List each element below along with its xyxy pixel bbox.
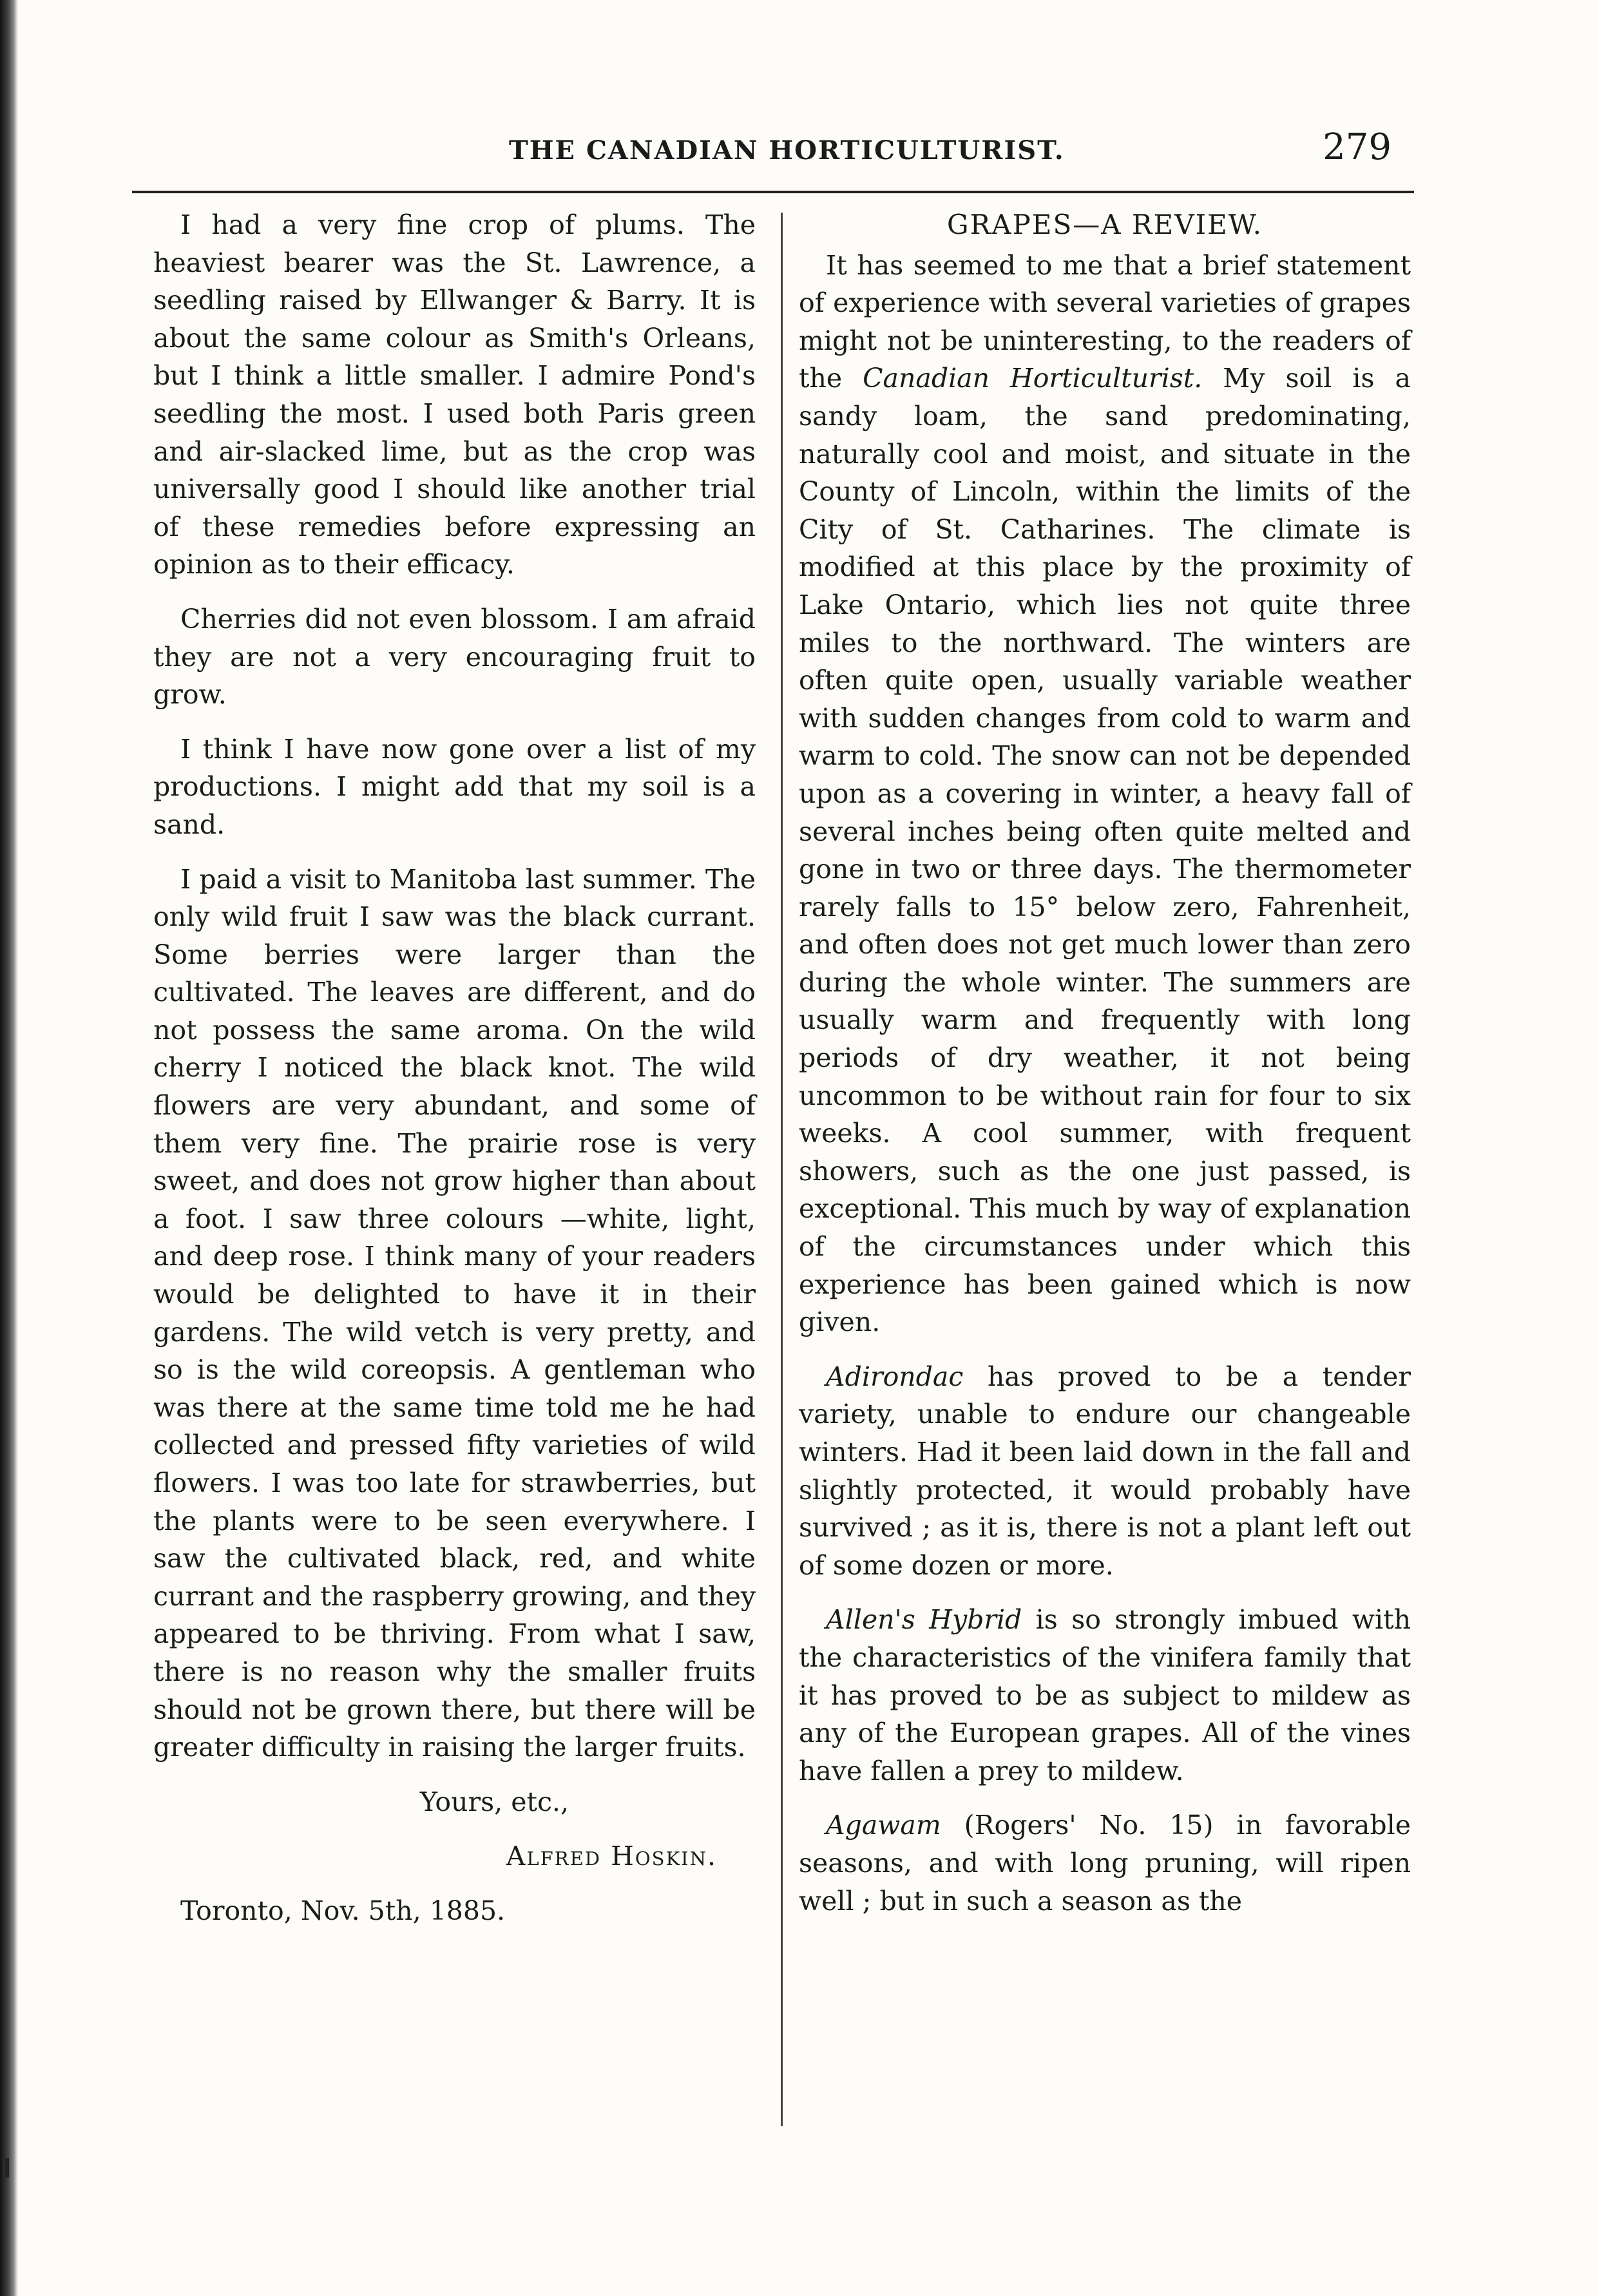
paragraph-allens-hybrid: [799, 1601, 1411, 1790]
article-title: GRAPES—A REVIEW.: [947, 209, 1263, 240]
running-title: THE CANADIAN HORTICULTURIST.: [509, 135, 1065, 166]
column-divider: [781, 213, 783, 2126]
page-binding-edge: [0, 0, 18, 2296]
paragraph-manitoba: I paid a visit to Manitoba last summer. The only wild fruit I saw was the black currant. Some berries were larger than the cultivated. The leaves are different, and do not possess the same aroma. On the wild cherry I noticed the black knot. The wild flowers are very abundant, and some of them very fine. The prairie rose is very sweet, and does not grow higher than about a foot. I saw three colours —white, light, and deep rose. I think many of your readers would be delighted to have it in their gardens. The wild vetch is very pretty, and so is the wild coreopsis. A gentleman who was there at the same time told me he had collected and pressed fifty varieties of wild flowers. I was too late for strawberries, but the plants were to be seen everywhere. I saw the cultivated black, red, and white currant and the raspberry growing, and they appeared to be thriving. From what I saw, there is no reason why the smaller fruits should not be grown there, but there will be greater difficulty in raising the larger fruits.: [153, 863, 756, 1763]
paragraph-agawam: [799, 1806, 1411, 1920]
left-column: [153, 206, 756, 1947]
paragraph-adirondac: [799, 1358, 1411, 1585]
intro-text-start: It has seemed to me that a brief statement of experience with several varieties of grapes might not be uninteresting, to the readers of the: [799, 249, 1411, 394]
variety-name: Adirondac: [826, 1361, 964, 1392]
intro-text-rest: My soil is a sandy loam, the sand predominating, naturally cool and moist, and situate in the County of Lincoln, within the limits of the City of St. Catharines. The climate is modified at this place by the proximity of Lake Ontario, which lies not quite three miles to the northward. The winters are often quite open, usually variable weather with sudden changes from cold to warm and warm to cold. The snow can not be depended upon as a covering in winter, a heavy fall of several inches being often quite melted and gone in two or three days. The thermometer rarely falls to 15° below zero, Fahrenheit, and often does not get much lower than zero during the whole winter. The summers are usually warm and frequently with long periods of dry weather, it not being uncommon to be without rain for four to six weeks. A cool summer, with frequent showers, such as the one just passed, is exceptional. This much by way of explanation of the circumstances under which this experience has been gained which is now given.: [799, 363, 1411, 1338]
variety-name: Agawam: [826, 1810, 941, 1841]
scan-speck: [5, 2158, 9, 2177]
paragraph-productions: I think I have now gone over a list of my productions. I might add that my soil is a sand.: [153, 733, 756, 840]
letter-closing: Yours, etc.,: [419, 1786, 569, 1817]
letter-signature: Alfred Hoskin.: [506, 1841, 717, 1872]
variety-name: Allen's Hybrid: [826, 1604, 1022, 1636]
right-column: [799, 206, 1411, 1937]
paragraph-cherries: Cherries did not even blossom. I am afraid they are not a very encouraging fruit to grow.: [153, 603, 756, 711]
page-number: 279: [1323, 126, 1391, 168]
variety-description: has proved to be a tender variety, unable to endure our changeable winters. Had it been laid down in the fall and slightly protected, it would probably have survived ; as it is, there is not a plant left out of some dozen or more.: [799, 1361, 1411, 1581]
variety-description: is so strongly imbued with the characteristics of the vinifera family that it has proved to be as subject to mildew as any of the European grapes. All of the vines have fallen a prey to mildew.: [799, 1604, 1411, 1786]
letter-dateline: Toronto, Nov. 5th, 1885.: [180, 1895, 506, 1926]
variety-description: (Rogers' No. 15) in favorable seasons, and with long pruning, will ripen well ; but in such a season as the: [799, 1810, 1411, 1917]
journal-name: Canadian Horticulturist.: [863, 363, 1203, 394]
paragraph-plums: I had a very fine crop of plums. The heaviest bearer was the St. Lawrence, a seedling raised by Ellwanger & Barry. It is about the same colour as Smith's Orleans, but I think a little smaller. I admire Pond's seedling the most. I used both Paris green and air-slacked lime, but as the crop was universally good I should like another trial of these remedies before expressing an opinion as to their efficacy.: [153, 209, 756, 580]
paragraph-introduction: [799, 247, 1411, 1341]
header-rule: [132, 191, 1414, 193]
page-header: [148, 126, 1411, 171]
